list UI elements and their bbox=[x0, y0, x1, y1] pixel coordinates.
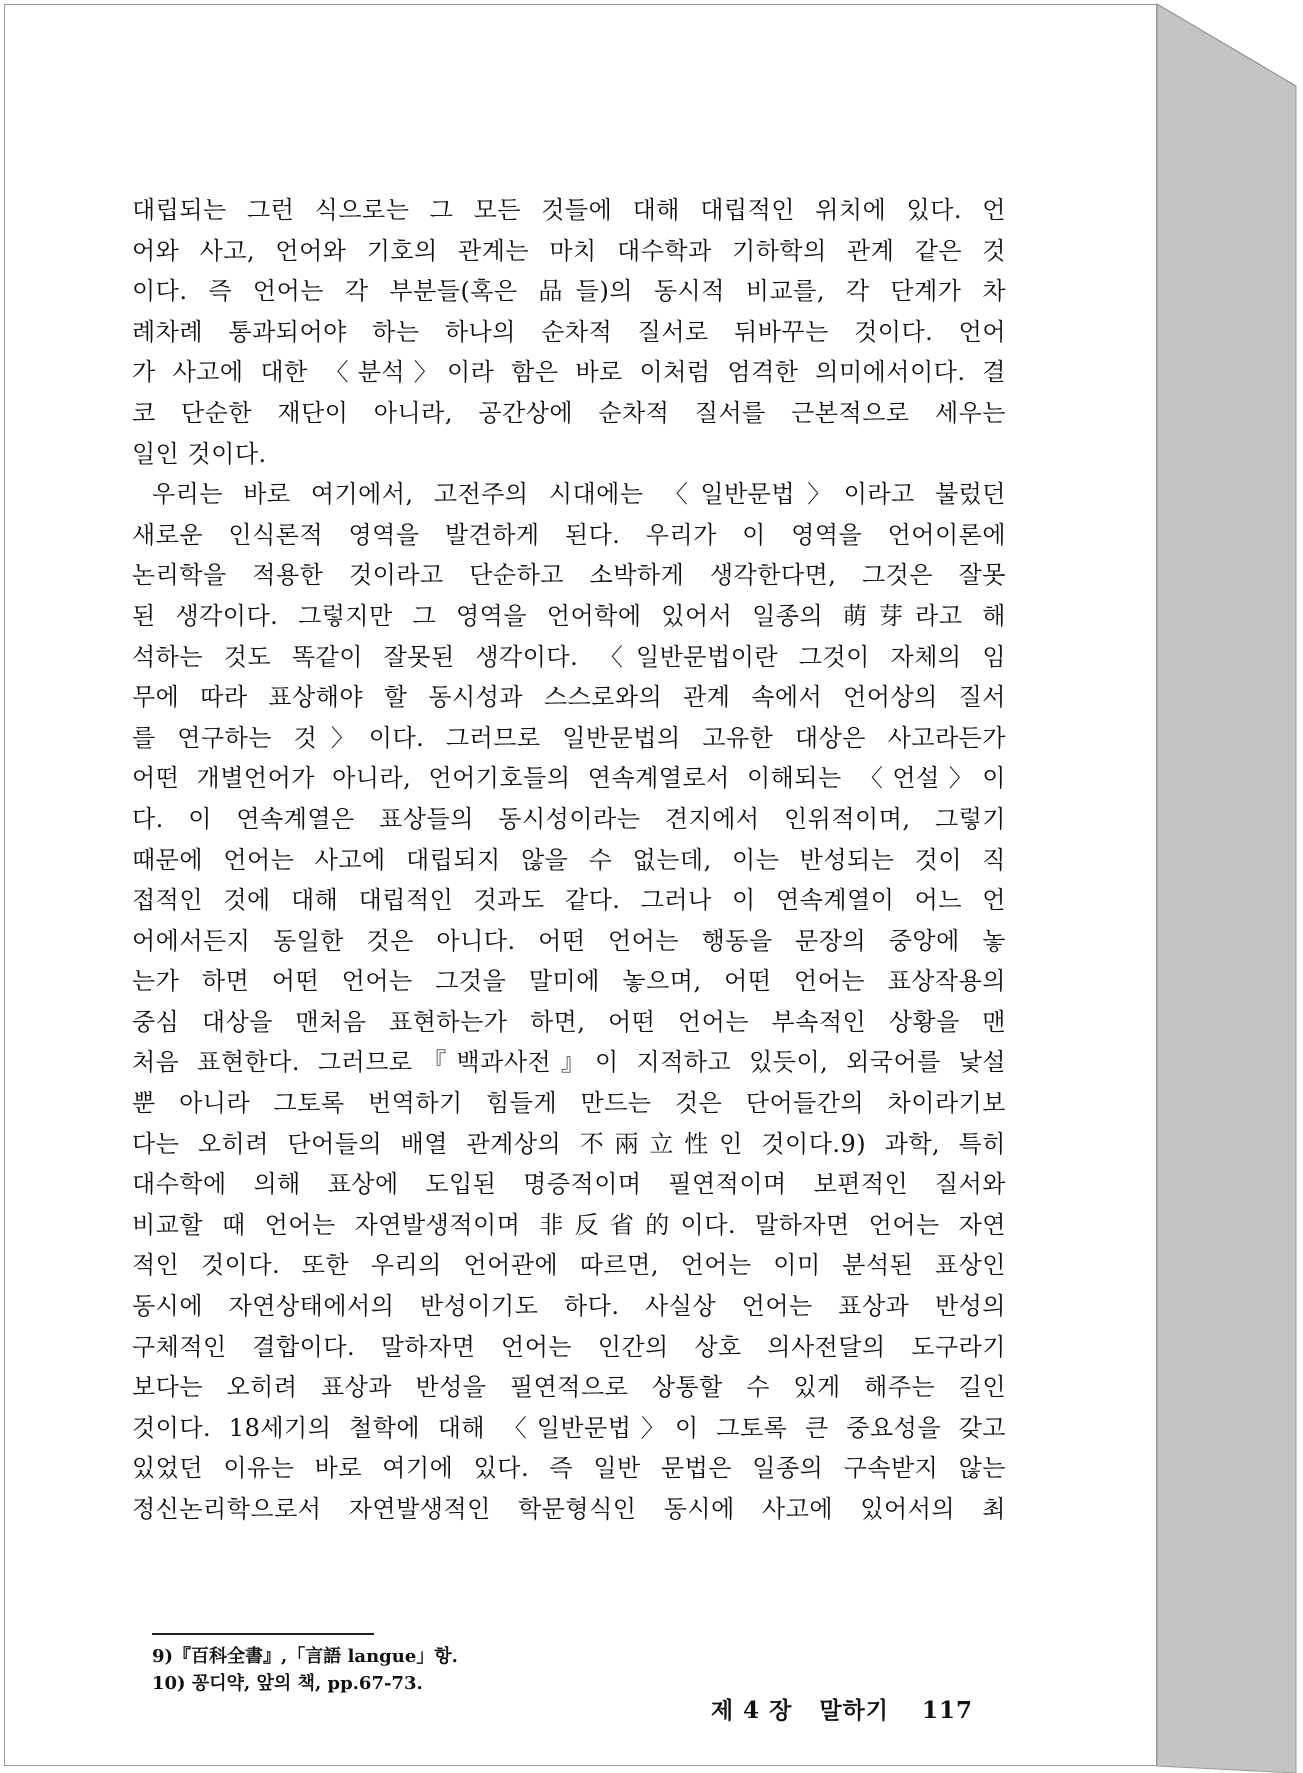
body-line: 처음 표현한다. 그러므로『백과사전』이 지적하고 있듯이, 외국어를 낯설 bbox=[132, 1048, 1006, 1077]
body-line: 비교할 때 언어는 자연발생적이며 非反省的이다. 말하자면 언어는 자연 bbox=[132, 1210, 1006, 1239]
body-line: 가 사고에 대한 〈분석〉이라 함은 바로 이처럼 엄격한 의미에서이다. 결 bbox=[132, 358, 1006, 387]
body-line: 접적인 것에 대해 대립적인 것과도 같다. 그러나 이 연속계열이 어느 언 bbox=[132, 886, 1006, 915]
body-line: 일인 것이다. bbox=[132, 439, 267, 468]
body-line: 이다. 즉 언어는 각 부분들(혹은 品들)의 동시적 비교를, 각 단계가 차 bbox=[132, 277, 1006, 306]
body-line: 된 생각이다. 그렇지만 그 영역을 언어학에 있어서 일종의 萌芽라고 해 bbox=[132, 601, 1006, 630]
footnote-9: 9)『百科全書』,「言語 langue」항. bbox=[152, 1646, 458, 1667]
body-line: 다는 오히려 단어들의 배열 관계상의 不兩立性인 것이다.9) 과학, 특히 bbox=[132, 1129, 1006, 1158]
body-line: 우리는 바로 여기에서, 고전주의 시대에는 〈일반문법〉이라고 불렀던 bbox=[152, 480, 1006, 509]
body-line: 대수학에 의해 표상에 도입된 명증적이며 필연적이며 보편적인 질서와 bbox=[132, 1170, 1006, 1199]
body-line: 코 단순한 재단이 아니라, 공간상에 순차적 질서를 근본적으로 세우는 bbox=[132, 398, 1006, 427]
body-line: 동시에 자연상태에서의 반성이기도 하다. 사실상 언어는 표상과 반성의 bbox=[132, 1292, 1006, 1321]
body-line: 때문에 언어는 사고에 대립되지 않을 수 없는데, 이는 반성되는 것이 직 bbox=[132, 845, 1006, 874]
body-line: 무에 따라 표상해야 할 동시성과 스스로와의 관계 속에서 언어상의 질서 bbox=[132, 683, 1006, 712]
page-number: 117 bbox=[921, 1697, 973, 1724]
body-line: 어와 사고, 언어와 기호의 관계는 마치 대수학과 기하학의 관계 같은 것 bbox=[132, 236, 1006, 265]
body-text bbox=[132, 190, 1006, 1530]
body-line: 는가 하면 어떤 언어는 그것을 말미에 놓으며, 어떤 언어는 표상작용의 bbox=[132, 967, 1006, 996]
body-line: 논리학을 적용한 것이라고 단순하고 소박하게 생각한다면, 그것은 잘못 bbox=[132, 561, 1006, 590]
body-line: 새로운 인식론적 영역을 발견하게 된다. 우리가 이 영역을 언어이론에 bbox=[132, 520, 1006, 549]
body-line: 중심 대상을 맨처음 표현하는가 하면, 어떤 언어는 부속적인 상황을 맨 bbox=[132, 1007, 1006, 1036]
running-footer bbox=[711, 1692, 973, 1725]
body-line: 있었던 이유는 바로 여기에 있다. 즉 일반 문법은 일종의 구속받지 않는 bbox=[132, 1454, 1006, 1483]
footnote-rule bbox=[152, 1633, 374, 1635]
body-line: 대립되는 그런 식으로는 그 모든 것들에 대해 대립적인 위치에 있다. 언 bbox=[132, 196, 1006, 224]
body-line: 적인 것이다. 또한 우리의 언어관에 따르면, 언어는 이미 분석된 표상인 bbox=[132, 1251, 1006, 1280]
footnotes bbox=[152, 1633, 852, 1697]
body-line: 정신논리학으로서 자연발생적인 학문형식인 동시에 사고에 있어서의 최 bbox=[132, 1495, 1006, 1523]
footnote-10: 10) 꽁디약, 앞의 책, pp.67-73. bbox=[152, 1673, 423, 1694]
body-line: 례차례 통과되어야 하는 하나의 순차적 질서로 뒤바꾸는 것이다. 언어 bbox=[132, 317, 1006, 346]
body-line: 어떤 개별언어가 아니라, 언어기호들의 연속계열로서 이해되는 〈언설〉이 bbox=[132, 764, 1006, 793]
body-line: 보다는 오히려 표상과 반성을 필연적으로 상통할 수 있게 해주는 길인 bbox=[132, 1373, 1006, 1402]
body-line: 다. 이 연속계열은 표상들의 동시성이라는 견지에서 인위적이며, 그렇기 bbox=[132, 804, 1006, 833]
body-line: 뿐 아니라 그토록 번역하기 힘들게 만드는 것은 단어들간의 차이라기보 bbox=[132, 1089, 1006, 1118]
body-line: 것이다. 18세기의 철학에 대해 〈일반문법〉이 그토록 큰 중요성을 갖고 bbox=[132, 1413, 1006, 1442]
body-line: 구체적인 결합이다. 말하자면 언어는 인간의 상호 의사전달의 도구라기 bbox=[132, 1332, 1006, 1361]
chapter-label: 제 4 장 bbox=[710, 1697, 793, 1724]
body-line: 석하는 것도 똑같이 잘못된 생각이다. 〈일반문법이란 그것이 자체의 임 bbox=[132, 642, 1006, 671]
body-line: 를 연구하는 것〉이다. 그러므로 일반문법의 고유한 대상은 사고라든가 bbox=[132, 723, 1006, 752]
body-line: 어에서든지 동일한 것은 아니다. 어떤 언어는 행동을 문장의 중앙에 놓 bbox=[132, 926, 1006, 955]
chapter-title: 말하기 bbox=[819, 1697, 889, 1724]
